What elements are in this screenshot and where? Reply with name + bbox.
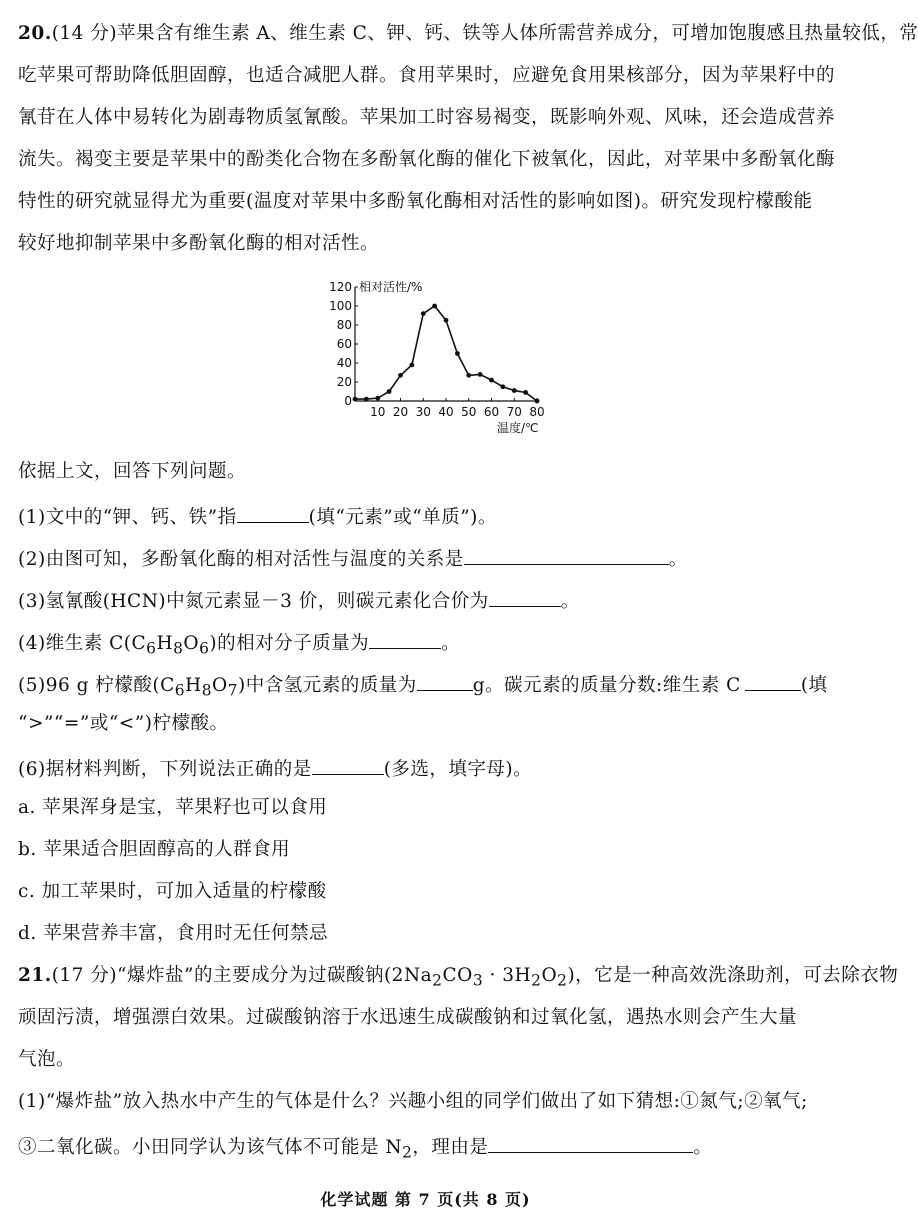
q20-sub-5-fill: (填: [800, 675, 828, 696]
x-tick-label: 50: [461, 405, 477, 419]
q20-line-2: 吃苹果可帮助降低胆固醇，也适合减肥人群。食用苹果时，应避免食用果核部分，因为苹果籽中的: [18, 65, 836, 86]
answer-blank-4[interactable]: [369, 628, 441, 649]
q20-sub-6-text: (6)据材料判断，下列说法正确的是: [18, 759, 312, 780]
q20-sub-3: [18, 586, 833, 614]
q20-line-6: 较好地抑制苹果中多酚氧化酶的相对活性。: [18, 233, 380, 254]
q21-line-3: 气泡。: [18, 1049, 76, 1070]
q20-sub-2-tail: 。: [668, 549, 688, 570]
q20-sub-4-text: (4)维生素 C(C: [18, 633, 147, 654]
x-axis-label: 温度/℃: [497, 421, 539, 435]
data-point: [466, 373, 471, 378]
enzyme-activity-chart: [320, 270, 570, 440]
x-tick-label: 60: [483, 405, 500, 419]
q20-sub-3-tail: 。: [560, 591, 580, 612]
data-point: [353, 397, 358, 402]
q21-text-1a: (17 分)“爆炸盐”的主要成分为过碳酸钠(2Na: [51, 965, 433, 986]
q21-co: CO: [442, 965, 473, 986]
q20-sub-1: [18, 502, 833, 530]
q20-text-1: (14 分)苹果含有维生素 A、维生素 C、钾、钙、铁等人体所需营养成分，可增加饱腹感且热量较低，常: [51, 23, 918, 44]
q21-sub-1-tail: 。: [693, 1137, 713, 1158]
q20-sub-2-text: (2)由图可知，多酚氧化酶的相对活性与温度的关系是: [18, 549, 464, 570]
answer-blank-1[interactable]: [237, 502, 309, 523]
data-point: [444, 318, 449, 323]
x-tick-label: 20: [392, 405, 409, 419]
q20-sub-3-text: (3)氢氰酸(HCN)中氮元素显－3 价，则碳元素化合价为: [18, 591, 489, 612]
x-tick-label: 10: [370, 405, 386, 419]
data-point: [455, 351, 460, 356]
data-point: [364, 397, 369, 402]
sub-6c: 6: [174, 681, 186, 700]
q21-o: O: [541, 965, 558, 986]
sub-8b: 8: [201, 681, 212, 700]
data-point: [375, 396, 380, 401]
y-tick-label: 0: [344, 394, 352, 408]
q20-sub-6-tail: (多选，填字母)。: [383, 759, 533, 780]
data-point: [432, 304, 437, 309]
o-symbol: O: [183, 633, 200, 654]
q21-line-1: [18, 964, 899, 993]
q21-sub-1-reason: ，理由是: [412, 1137, 489, 1158]
option-a: a. 苹果浑身是宝，苹果籽也可以食用: [18, 797, 328, 818]
q20-sub-5-cont: “>”“=”或“<”)柠檬酸。: [18, 713, 229, 734]
q21-sub-3: 3: [472, 971, 484, 990]
data-point: [535, 399, 540, 404]
q20-sub-2: [18, 544, 833, 572]
x-tick-label: 40: [438, 405, 454, 419]
h-symbol-2: H: [185, 675, 202, 696]
answer-blank-5b[interactable]: [745, 670, 801, 691]
sub-6b: 6: [199, 639, 210, 658]
q21-sub-2c: 2: [557, 971, 568, 990]
y-tick-label: 120: [329, 280, 352, 294]
q21-3h: · 3H: [483, 965, 532, 986]
answer-blank-5a[interactable]: [417, 670, 473, 691]
q20-line-1: [18, 22, 918, 46]
q21-sub-2b: 2: [531, 971, 542, 990]
option-b: b. 苹果适合胆固醇高的人群食用: [18, 839, 291, 860]
y-tick-label: 20: [336, 375, 352, 389]
y-tick-label: 100: [329, 299, 352, 313]
sub-8: 8: [173, 639, 184, 658]
q20-sub-6: [18, 754, 833, 782]
n2-sub: 2: [402, 1143, 413, 1162]
q21-sub-1-cont: [18, 1132, 833, 1165]
q20-line-5: 特性的研究就显得尤为重要(温度对苹果中多酚氧化酶相对活性的影响如图)。研究发现柠檬酸能: [18, 191, 813, 212]
data-point: [512, 388, 517, 393]
sub-6: 6: [146, 639, 157, 658]
data-point: [421, 311, 426, 316]
data-point: [523, 390, 528, 395]
data-point: [387, 389, 392, 394]
q20-sub-1-tail: (填“元素”或“单质”)。: [308, 507, 497, 528]
q20-line-4: 流失。褐变主要是苹果中的酚类化合物在多酚氧化酶的催化下被氧化，因此，对苹果中多酚氧化酶: [18, 149, 836, 170]
data-point: [478, 372, 483, 377]
q20-sub-5: [18, 670, 833, 703]
q20-line-3: 氰苷在人体中易转化为剧毒物质氢氰酸。苹果加工时容易褐变，既影响外观、风味，还会造成营养: [18, 107, 836, 128]
q20-sub-4-mid: )的相对分子质量为: [209, 633, 370, 654]
o-symbol-2: O: [212, 675, 228, 696]
data-point: [489, 378, 494, 383]
y-axis-label: 相对活性/%: [359, 280, 423, 294]
h-symbol: H: [156, 633, 174, 654]
q21-number: 21.: [18, 965, 52, 986]
q20-sub-5-mid: )中含氢元素的质量为: [237, 675, 417, 696]
answer-blank-21-1[interactable]: [488, 1132, 693, 1153]
data-point: [409, 363, 414, 368]
answer-blank-2[interactable]: [464, 544, 669, 565]
q20-sub-1-text: (1)文中的“钾、钙、铁”指: [18, 507, 237, 528]
sub-7: 7: [227, 681, 238, 700]
x-tick-label: 30: [415, 405, 431, 419]
q20-sub-5-mid2: g。碳元素的质量分数:维生素 C: [472, 675, 741, 696]
x-tick-label: 80: [529, 405, 545, 419]
answer-blank-3[interactable]: [489, 586, 561, 607]
q20-number: 20.: [18, 23, 52, 44]
x-tick-label: 70: [506, 405, 522, 419]
q20-sub-5-text: (5)96 g 柠檬酸(C: [18, 675, 175, 696]
y-tick-label: 60: [336, 337, 352, 351]
q20-sub-4: [18, 628, 833, 661]
y-tick-label: 80: [336, 318, 352, 332]
data-point: [398, 373, 403, 378]
q21-sub-1: (1)“爆炸盐”放入热水中产生的气体是什么？兴趣小组的同学们做出了如下猜想:①氮气;②氧气;: [18, 1091, 808, 1112]
q20-sub-4-tail: 。: [441, 633, 461, 654]
page-footer: 化学试题 第 7 页(共 8 页): [320, 1190, 531, 1209]
q20-prompt: 依据上文，回答下列问题。: [18, 461, 247, 482]
answer-blank-6[interactable]: [312, 754, 384, 775]
y-tick-label: 40: [336, 356, 352, 370]
q21-sub-1-text: ③二氧化碳。小田同学认为该气体不可能是 N: [18, 1137, 403, 1158]
data-point: [500, 384, 505, 389]
q21-text-1e: )，它是一种高效洗涤助剂，可去除衣物: [567, 965, 899, 986]
option-d: d. 苹果营养丰富，食用时无任何禁忌: [18, 923, 329, 944]
option-c: c. 加工苹果时，可加入适量的柠檬酸: [18, 881, 327, 902]
q21-line-2: 顽固污渍，增强漂白效果。过碳酸钠溶于水迅速生成碳酸钠和过氧化氢，遇热水则会产生大量: [18, 1007, 798, 1028]
q21-sub-2a: 2: [432, 971, 443, 990]
